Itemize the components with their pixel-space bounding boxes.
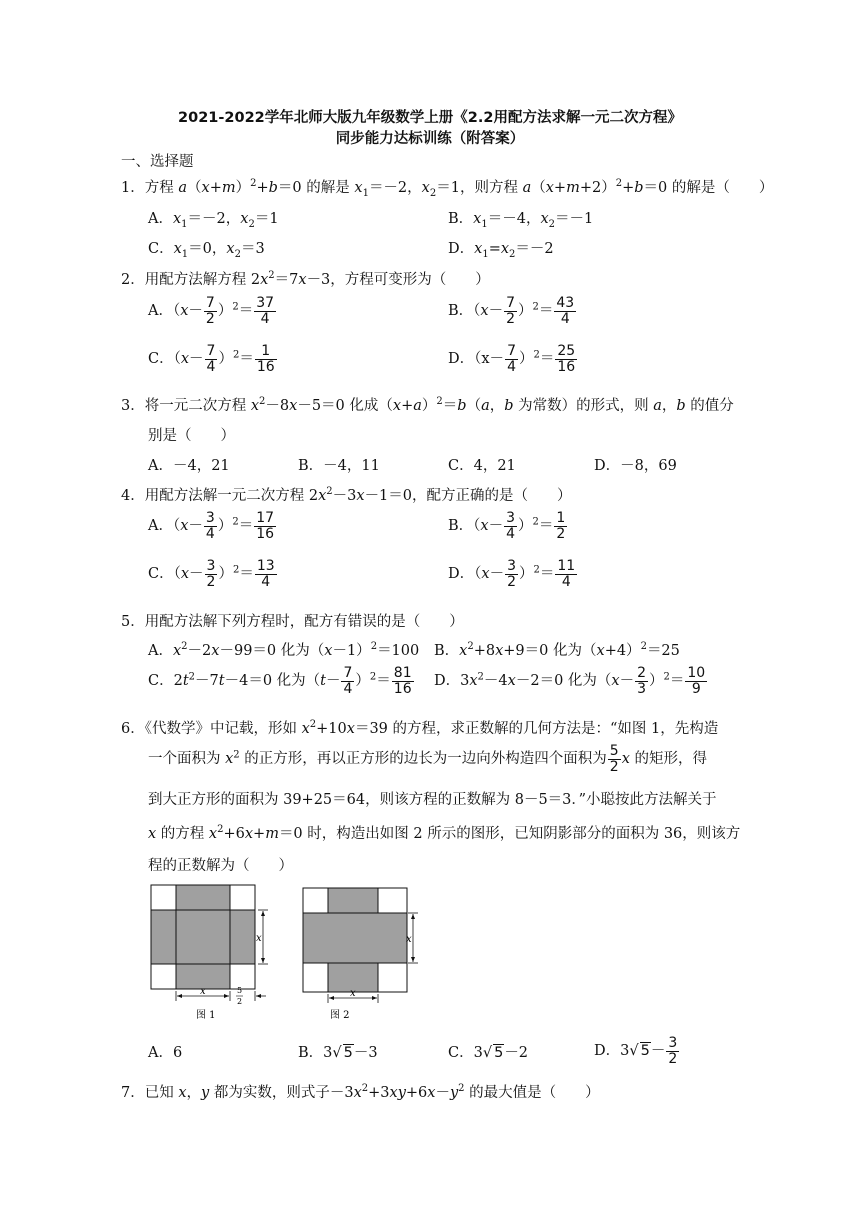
figure-1-caption: 图 1 xyxy=(196,1010,216,1021)
question-3-stem: 3．将一元二次方程 $x^2-8x-5=0$ 化成$(x+a)^2=b(a$，b 为常数）的形式，则 a，b 的值分 xyxy=(121,396,734,414)
svg-text:x: x xyxy=(406,934,412,945)
q2-option-c[interactable]: C．（x－ $\frac{7}{4}$ ）$^2$＝ $\frac{1}{16}$ xyxy=(148,343,275,375)
q3-option-c[interactable]: C．4，21 xyxy=(448,458,516,474)
question-1-stem: 1．方程 $a(x+m)^2+b=0$ 的解是 $x_1=-2$，$x_2=1$，则方程 $a(x+m+2)^2+b=0$ 的解是（ ） xyxy=(121,178,774,199)
q2-option-d[interactable]: D．（x－ $\frac{7}{4}$ ）$^2$＝ $\frac{25}{16}$ xyxy=(448,343,576,375)
q6-option-c[interactable]: C．3√ 5－2 xyxy=(448,1045,529,1061)
title-line-1: 2021-2022学年北师大版九年级数学上册《2.2用配方法求解一元二次方程》 xyxy=(178,110,682,126)
svg-text:x: x xyxy=(256,933,262,944)
q6-option-d[interactable]: D．3√ 5－ $\frac{3}{2}$ xyxy=(594,1035,678,1067)
question-6-line-2: 一个面积为 $x^2$ 的正方形，再以正方形的边长为一边向外构造四个面积为 $\frac{5}{2}$ x 的矩形，得 xyxy=(148,743,707,775)
question-2-stem: 2．用配方法解方程 $2x^2=7x-3$，方程可变形为（ ） xyxy=(121,270,490,288)
question-3-stem-cont: 别是（ ） xyxy=(148,428,235,444)
figure-1 xyxy=(146,880,276,1025)
q5-option-a[interactable]: A．$x^2-2x-99=0$ 化为$(x-1)^2=100$ xyxy=(148,641,420,659)
q5-option-d[interactable]: D．$3x^2-4x-2=0$ 化为（x－ $\frac{2}{3}$ ）$^2$＝ $\frac{10}{9}$ xyxy=(434,665,706,697)
q5-option-b[interactable]: B．$x^2+8x+9=0$ 化为$(x+4)^2=25$ xyxy=(434,641,680,659)
q3-option-b[interactable]: B．－4，11 xyxy=(298,458,380,474)
question-6-line-3: 到大正方形的面积为 39+25＝64，则该方程的正数解为 8－5＝3．”小聪按此方法解关于 xyxy=(148,792,717,808)
svg-text:x: x xyxy=(350,988,356,999)
question-6-line-5: 程的正数解为（ ） xyxy=(148,858,293,874)
figure-2 xyxy=(298,880,428,1025)
q2-option-b[interactable]: B．（x－ $\frac{7}{2}$ ）$^2$＝ $\frac{43}{4}$ xyxy=(448,295,575,327)
q4-option-c[interactable]: C．（x－ $\frac{3}{2}$ ）$^2$＝ $\frac{13}{4}$ xyxy=(148,558,275,590)
q1-option-c[interactable]: C．$x_1=0$，$x_2=3$ xyxy=(148,241,265,260)
title-line-2: 同步能力达标训练（附答案） xyxy=(335,131,525,147)
question-5-stem: 5．用配方法解下列方程时，配方有错误的是（ ） xyxy=(121,614,464,630)
question-6-line-4: x 的方程 $x^2+6x+m=0$ 时，构造出如图 2 所示的图形，已知阴影部分的面积为 36，则该方 xyxy=(148,824,741,842)
svg-text:5: 5 xyxy=(237,986,243,995)
q4-option-d[interactable]: D．（x－ $\frac{3}{2}$ ）$^2$＝ $\frac{11}{4}$ xyxy=(448,558,576,590)
svg-text:x: x xyxy=(200,986,206,997)
q2-option-a[interactable]: A．（x－ $\frac{7}{2}$ ）$^2$＝ $\frac{37}{4}$ xyxy=(148,295,275,327)
svg-text:2: 2 xyxy=(237,997,243,1006)
q4-option-a[interactable]: A．（x－ $\frac{3}{4}$ ）$^2$＝ $\frac{17}{16}$ xyxy=(148,510,275,542)
question-6-line-1: 6．《代数学》中记载，形如 $x^2+10x=39$ 的方程，求正数解的几何方法是：“如图 1，先构造 xyxy=(121,719,719,737)
q5-option-c[interactable]: C．$2t^2-7t-4=0$ 化为（t－ $\frac{7}{4}$ ）$^2$＝ $\frac{81}{16}$ xyxy=(148,665,412,697)
q4-option-b[interactable]: B．（x－ $\frac{3}{4}$ ）$^2$＝ $\frac{1}{2}$ xyxy=(448,510,566,542)
q3-option-a[interactable]: A．－4，21 xyxy=(148,458,230,474)
q3-option-d[interactable]: D．－8，69 xyxy=(594,458,677,474)
q1-option-a[interactable]: A．$x_1=-2$，$x_2=1$ xyxy=(148,211,279,230)
figure-2-caption: 图 2 xyxy=(330,1010,350,1021)
section-heading: 一、选择题 xyxy=(121,154,194,170)
q1-option-b[interactable]: B．$x_1=-4$，$x_2=-1$ xyxy=(448,211,594,230)
question-7-stem: 7．已知 x，y 都为实数，则式子$-3x^2+3xy+6x-y^2$ 的最大值是（ ） xyxy=(121,1083,600,1101)
q6-option-b[interactable]: B．3√ 5－3 xyxy=(298,1045,378,1061)
q6-option-a[interactable]: A．6 xyxy=(148,1045,183,1061)
q1-option-d[interactable]: D．$x_1=x_2=-2$ xyxy=(448,241,554,260)
question-4-stem: 4．用配方法解一元二次方程 $2x^2-3x-1=0$，配方正确的是（ ） xyxy=(121,486,572,504)
